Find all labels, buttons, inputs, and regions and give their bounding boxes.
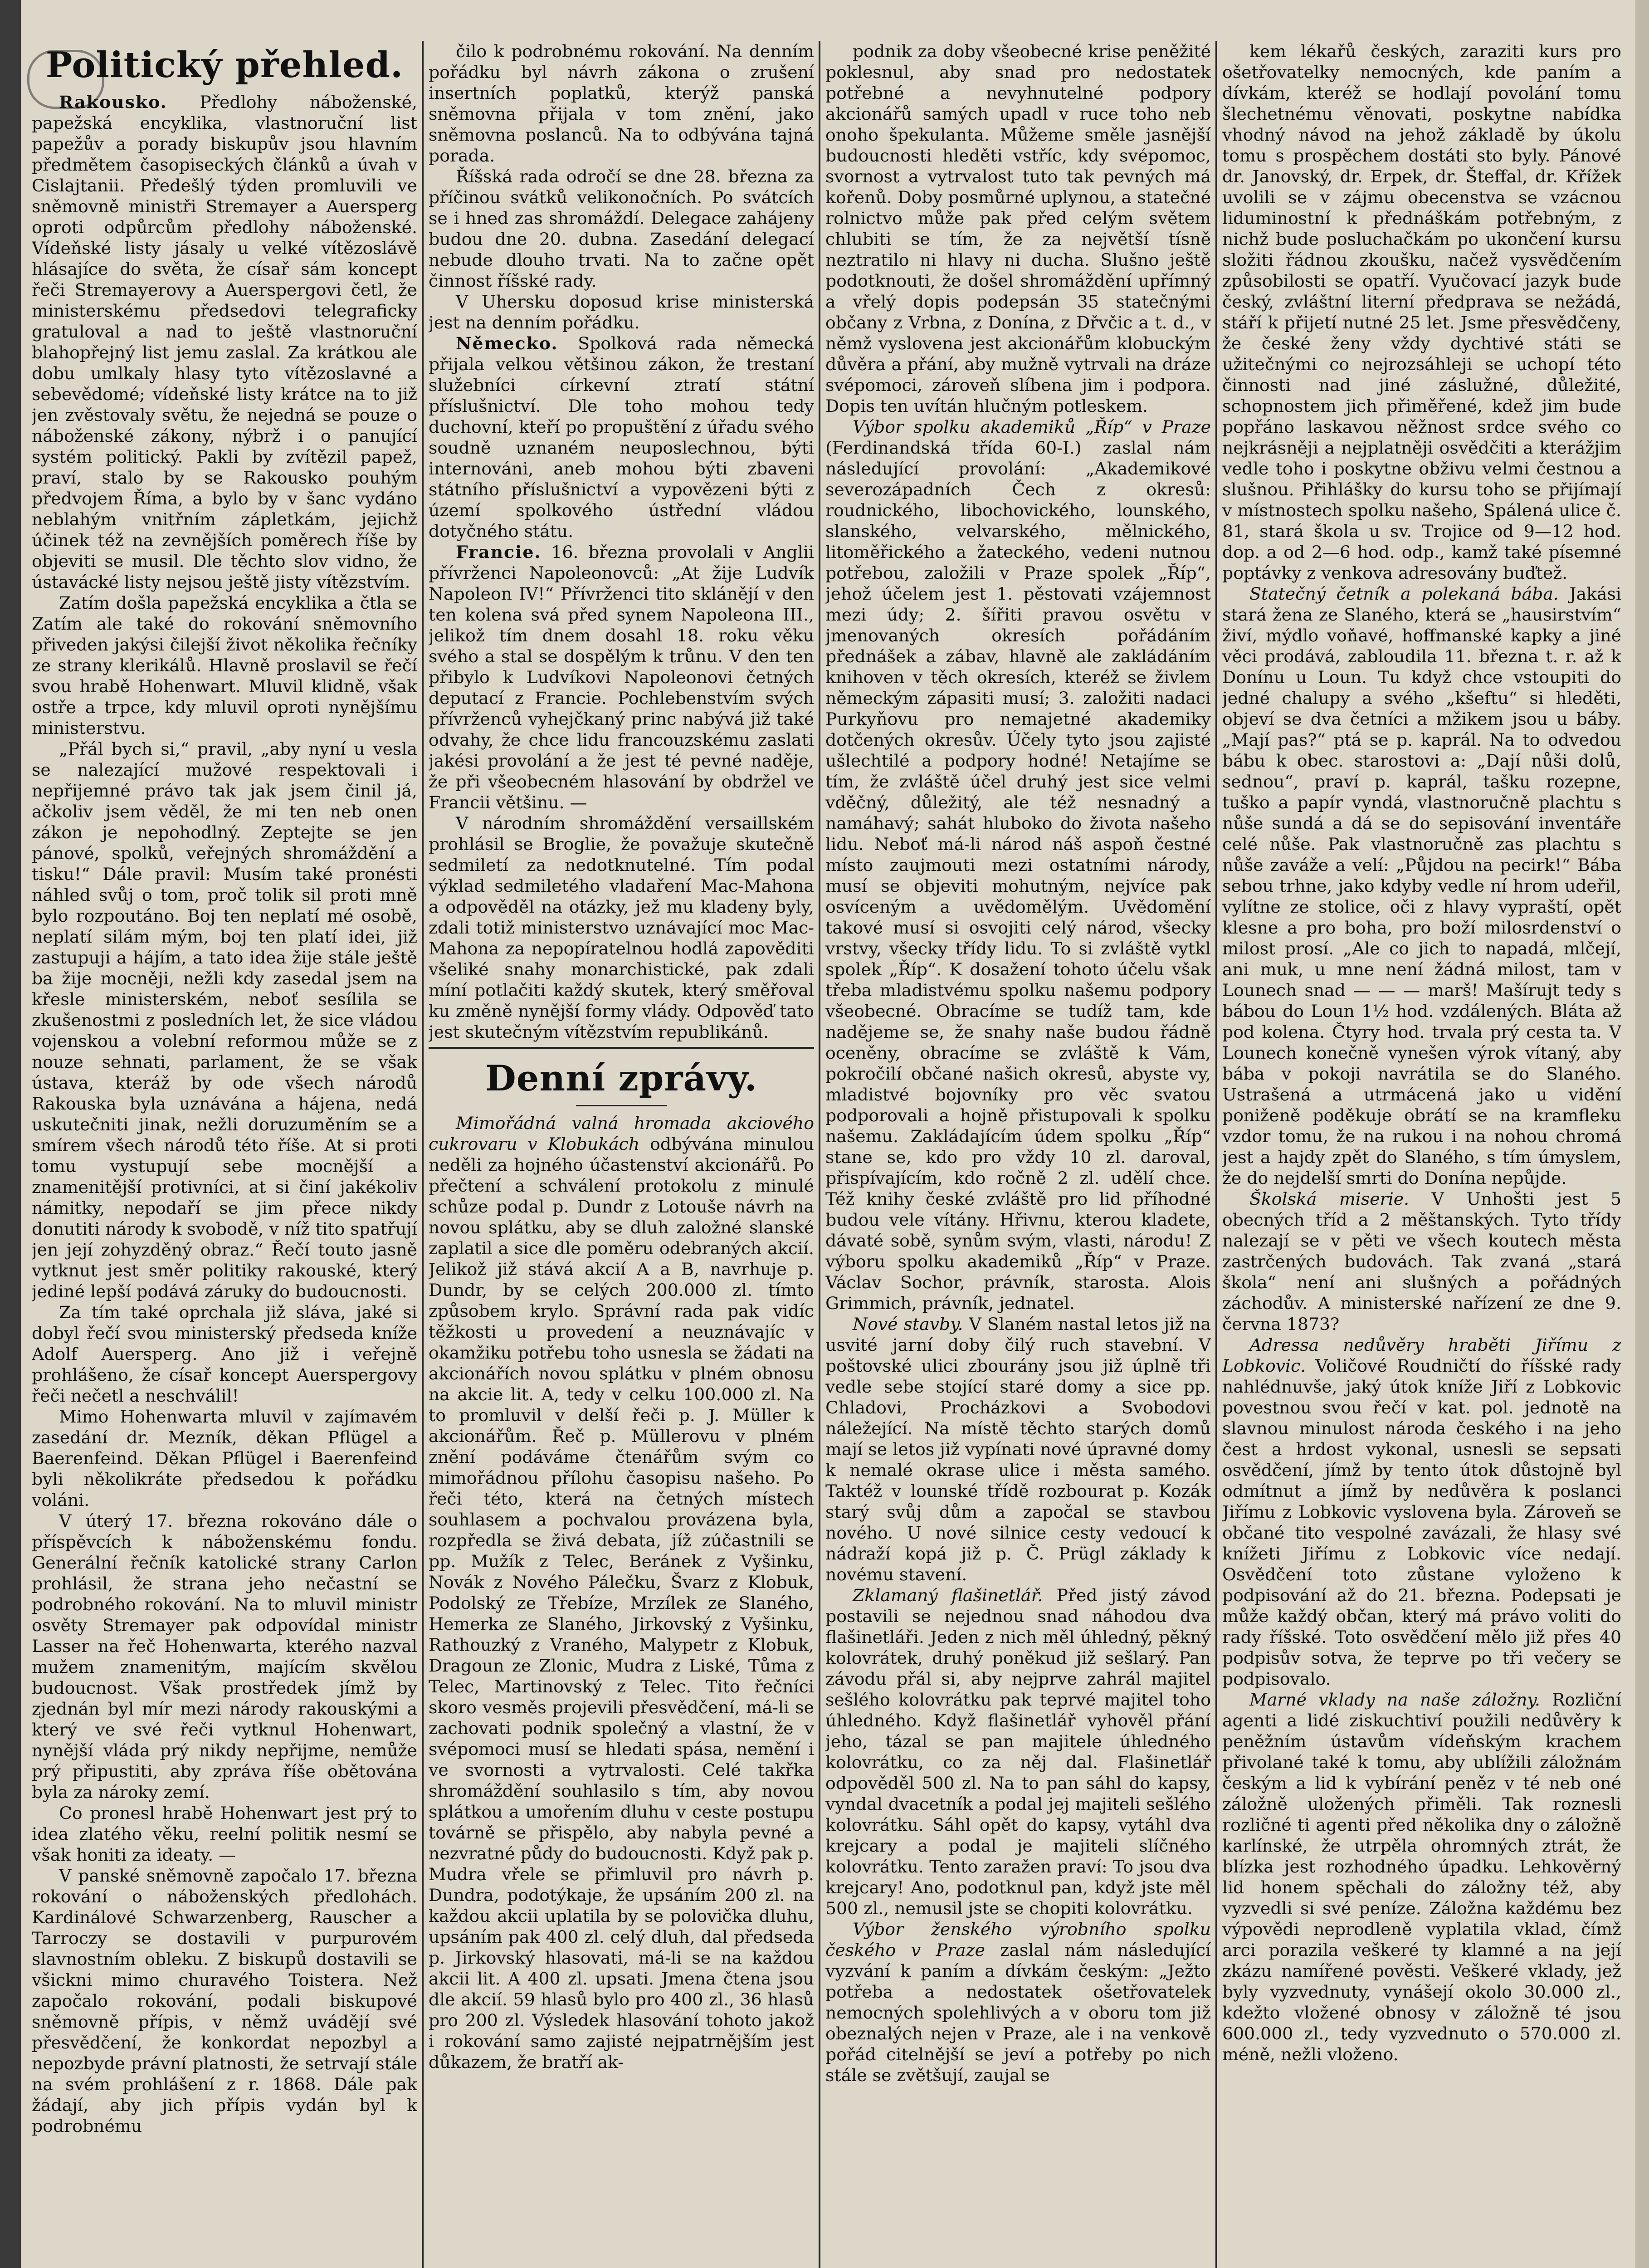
article-paragraph	[32, 738, 417, 1302]
article-text: Před jistý závod postavili se nejednou snad náhodou dva flašinetláři. Jeden z nich měl úhledný, pěkný kolovrátek, druhý poněkud již sešlarý. Pan závodu přál si, aby nejprve zahrál majitel sešlého kolovrátku pak teprvé majitel toho úhledného. Když flašinetlář vyhověl přání jeho, tázal se pan majitele úhledného kolovrátku, co za něj dal. Flašinetlář odpověděl 500 zl. Na to pan sáhl do kapsy, vyndal dvacetník a podal jej majiteli sešlého kolovrátku. Sáhl opět do kapsy, vytáhl dva krejcary a podal je majiteli slíčného kolovrátku. Tento zaražen praví: To jsou dva krejcary! Ano, podotknul pan, když jste měl 500 zl., nemusil jste se chopiti kolovrátku.	[825, 1585, 1211, 1918]
article-text: 16. března provolali v Anglii přívrženci Napoleonovců: „At žije Ludvík Napoleon IV!“ Přívrženci tito sklánějí v den ten kolena svá před synem Napoleona III., jelikož tím dnem dosahl 18. roku věku svého a stal se dospělým k trůnu. V den ten přibylo k Ludvíkovi Napoleonovi četných deputací z Francie. Pochlebenstvím svých přívrženců vyhejčkaný princ nabývá již také odvahy, že chce lidu francouzskému zaslati jakési provolání a že jest té pevné naděje, že při všeobecném hlasování by obdržel ve Francii většinu. —	[429, 542, 814, 812]
column-3	[825, 41, 1211, 2268]
article-lead: Adressa nedůvěry hraběti Jiřímu z Lobkovic.	[1222, 1335, 1621, 1376]
article-text: zaslal nám následující vyzvání k paním a dívkám českým: „Ježto potřeba a nedostatek ošetřovatelek nemocných spolehlivých a v oboru tom již obeznalých nejen v Praze, ale i na venkově pořád citelnější se jeví a potřeby po nich stále se zvětšují, zaujal se	[825, 1940, 1211, 2085]
article-lead: Německo.	[456, 333, 558, 353]
article-lead: Francie.	[456, 542, 542, 562]
column-2-body-a	[429, 41, 814, 1042]
article-text: podnik za doby všeobecné krise peněžité poklesnul, aby snad pro nedostatek potřebné a nevyhnutelné podpory akcionářů samých upadl v ruce toho neb onoho špekulanta. Můžeme směle jasnější budoucnosti hleděti vstříc, kdy svépomoc, svornost a vytrvalost tuto tak pevných má kořenů. Doby posmůrné uplynou, a statečné rolnictvo může pak před celým světem chlubiti se tím, že za největší tísně neztratilo ni hlavy ni ducha. Slušno ještě podotknouti, že došel shromáždění upřímný a vřelý dopis podepsán 35 statečnými občany z Vrbna, z Donína, z Dřvčic a t. d., v němž vyslovena jest akcionářům klobuckým důvěra a přání, aby mužně vytrvali na dráze svépomoci, zároveň slíbena jim i podpora. Dopis ten uvítán hlučným potleskem.	[825, 41, 1211, 416]
article-text: V Slaném nastal letos již na usvité jarní doby čilý ruch stavební. V poštovské ulici zbourány jsou již úplně tři vedle sebe stojící staré domy a sice pp. Chladovi, Procházkovi a Svobodovi náležející. Na místě těchto starých domů mají se letos již vypínati nové úpravné domy k nemalé okrase ulice i města samého. Taktéž v lounské třídě rozbourat p. Kozák starý svůj dům a započal se stavbou nového. U nové silnice cesty vedoucí k nádraží kopá již p. Č. Prügl základy k novému stavení.	[825, 1314, 1211, 1584]
article-text: Voličové Roudničtí do říšské rady nahlédnuvše, jaký útok kníže Jiří z Lobkovic povestnou svou řečí v kat. pol. jednotě na slavnou minulost národa českého i na jeho čest a hrdost vykonal, usnesli se sepsati osvědčení, jímž by tento útok důstojně byl odmítnut a jímž by nedůvěra k poslanci Jiřímu z Lobkovic vyslovena byla. Zároveň se občané tito vespolné zavázali, že hlasy své knížeti Jiřímu z Lobkovic více nedají. Osvědčení toto zůstane vyloženo k podpisování až do 21. března. Podepsati je může každý občan, který má právo voliti do rady říšské. Toto osvědčení mělo již přes 40 podpisův sotva, že teprve po tři večery se podpisovalo.	[1222, 1356, 1621, 1689]
article-text: V Unhošti jest 5 obecných tříd a 2 měštanských. Tyto třídy nalezají se v pěti ve všech koutech města zastrčených budovách. Tak zvaná „stará škola“ není ani slušných a pořádných záchodův. A ministerské nařízení ze dne 9. června 1873?	[1222, 1189, 1621, 1334]
article-paragraph	[32, 1302, 417, 1406]
article-paragraph	[32, 92, 417, 592]
column-2	[429, 41, 814, 2268]
column-3-body	[825, 41, 1211, 2086]
article-text: Předlohy náboženské, papežská encyklika, vlastnoruční list papežův a porady biskupův jsou hlavním předmětem časopiseckých článků a úvah v Cislajtanii. Předešlý týden promluvili ve sněmovně ministři Stremayer a Auersperg oproti odpůrcům předlohy náboženské. Vídeňské listy jásaly u velké vítězoslávě hlásajíce do světa, že císař sám koncept řeči Stremayerovy a Auerspergovi četl, že ministerskému předsedovi telegraficky gratuloval a nad to ještě vlastnoruční blahopřejný list jemu zaslal. Za krátkou ale dobu umlkaly hlasy tyto vítězoslavné a sebevědomé; vídeňské listy krátce na to již jen zvěstovaly světu, že nejedná se pouze o náboženské zákony, nýbrž i o panující systém politický. Pakli by zvítězil papež, praví, stalo by se Rakousko pouhým předvojem Říma, a bylo by v šanc vydáno neblahým vnitřním zápletkám, jejichž účinek též na zevnějších poměrech říše by objeviti se musil. Dle těchto slov vidno, že ústavácké listy nejsou ještě jisty vítězstvím.	[32, 92, 417, 592]
article-text: V panské sněmovně započalo 17. března rokování o náboženských předlohách. Kardinálové Schwarzenberg, Rauscher a Tarroczy se dostavili v purpurovém slavnostním obleku. Z biskupů dostavili se všickni mimo churavého Toistera. Než započalo rokování, podali biskupové sněmovně přípis, v němž uvádějí své přesvědčení, že konkordat nepozbyl a nepozbyde právní platnosti, že setrvají stále na svém prohlášení z r. 1868. Dále pak žádají, aby jich přípis vydán byl k podrobnému	[32, 1866, 417, 2136]
article-paragraph	[429, 1113, 814, 2072]
article-text: čilo k podrobnému rokování. Na denním pořádku byl návrh zákona o zrušení insertních poplatků, kterýž panská sněmovna přijala v tom znění, jako sněmovna poslanců. Na to odbývána tajná porada.	[429, 41, 814, 166]
article-text: Spolková rada německá přijala velkou většinou zákon, že trestaní služebníci církevní ztratí státní příslušnictví. Dle toho mohou tedy duchovní, kteří po propuštění z úřadu svého soudně uznaném neuposlechnou, býti internováni, aneb mohou býti zbaveni státního příslušnictví a vypovězeni býti z území spolkového ústřední vládou dotyčného státu.	[429, 333, 814, 541]
article-lead: Výbor spolku akademiků „Říp“ v Praze	[853, 417, 1211, 437]
article-paragraph	[32, 1406, 417, 1510]
article-paragraph	[32, 1510, 417, 1803]
article-text: Co pronesl hrabě Hohenwart jest prý to idea zlatého věku, reelní politik nesmí se však honiti za ideaty. —	[32, 1803, 417, 1865]
section-divider	[429, 1047, 814, 1049]
article-lead: Zklamaný flašinetlář.	[853, 1585, 1043, 1605]
article-text: Rozliční agenti a lidé ziskuchtiví použili nedůvěry k peněžním ústavům vídeňským krachem přivolané také k tomu, aby ublížili záložnám českým a lid k vybírání peněz v té neb oné záložně uložených přiměli. Tak roznesli rozličné ti agenti před několika dny o záložně karlínské, že utrpěla ohromných ztrát, že blízka jest rozhodného úpadku. Lehkověrný lid honem spěchali do záložny též, aby vyzvedli si své peníze. Záložna každému bez výpovědi neprodleně vyplatila vklad, čímž arci porazila veškeré ty klamné a na její zkázu namířené pověsti. Veškeré vklady, jež byly vyzvednuty, vynášejí okolo 30.000 zl., kdežto vložené obnosy v záložně té jsou 600.000 zl., tedy vyzvednuto o 570.000 zl. méně, nežli vloženo.	[1222, 1690, 1621, 2064]
article-text: odbývána minulou neděli za hojného účastenství akcionářů. Po přečtení a schválení protokolu z minulé schůze podal p. Dundr z Lotouše návrh na novou splátku, aby se dluh založné slanské zaplatil a sice dle poměru odebraných akcií. Jelikož již stává akcií A a B, navrhuje p. Dundr, by se celých 200.000 zl. tímto způsobem krylo. Správní rada pak vidíc těžkosti u provedení a neuznávajíc v okamžiku potřebu toho usnesla se žádati na akcionářích novou splátku v plném obnosu na akcie lit. A, tedy v celku 100.000 zl. Na to promluvil v delší řeči p. J. Müller k akcionářům. Řeč p. Müllerovu v plném znění podáváme čtenářům svým co mimořádnou přílohu časopisu našeho. Po řeči této, která na četných místech souhlasem a pochvalou provázena byla, rozpředla se živá debata, jíž zúčastnili se pp. Mužík z Telec, Beránek z Vyšinku, Novák z Nového Pálečku, Švarz z Klobuk, Podolský ze Třebíze, Mrzílek ze Slaného, Hemerka ze Slaného, Jirkovský z Vyšinku, Rathouzký z Vraného, Malypetr z Klobuk, Dragoun ze Zlonic, Mudra z Liské, Tůma z Telec, Martinovský z Telec. Tito řečníci skoro vesměs projevili přesvědčení, má-li se zachovati podnik společný a vlastní, že v svépomoci musí se hledati spása, nemění i ve svornosti a vytrvalosti. Celé takřka shromáždění souhlasilo s tím, aby novou splátkou a umořením dluhu v ceste postupu továrně se přispělo, aby nabyla pevné a nezvratné půdy do budoucnosti. Když pak p. Mudra vřele se přimluvil pro návrh p. Dundra, podotýkaje, že upsáním 200 zl. na každou akcii uplatila by se polovička dluhu, upsáním pak 400 zl. celý dluh, dal předseda p. Jirkovský hlasovati, má-li se na každou akcii lit. A 400 zl. upsati. Jmena čtena jsou dle akcií. 59 hlasů bylo pro 400 zl., 36 hlasů pro 200 zl. Výsledek hlasování tohoto jakož i rokování samo zajisté nejpatrnějším jest důkazem, že bratří ak-	[429, 1134, 814, 2072]
article-paragraph	[429, 813, 814, 1042]
article-paragraph	[1222, 41, 1621, 583]
article-text: V úterý 17. března rokováno dále o příspěvcích k náboženskému fondu. Generální řečník katolické strany Carlon prohlásil, že strana jeho nečastní se podrobného rokování. Na to mluvil ministr osvěty Stremayer pak odpovídal ministr Lasser na řeč Hohenwarta, kterého nazval mužem znamenitým, majícím skvělou budoucnost. Však prostředek jímž by zjednán byl mír mezi národy rakouskými a který ve své řeči vytknul Hohenwart, nynější vláda prý nikdy nepřijme, nemůže prý připustiti, aby zpráva říše obětována byla za nároky zemí.	[32, 1511, 417, 1802]
column-4	[1222, 41, 1621, 2268]
column-rule	[819, 41, 820, 2268]
section-heading-daily-news: Denní zprávy.	[485, 1058, 757, 1099]
article-paragraph	[1222, 1334, 1621, 1689]
article-paragraph	[429, 333, 814, 542]
article-paragraph	[825, 416, 1211, 1314]
article-paragraph	[429, 166, 814, 291]
heading-underline	[576, 1105, 667, 1106]
column-rule	[422, 41, 424, 2268]
article-paragraph	[32, 592, 417, 738]
article-paragraph	[825, 41, 1211, 416]
article-paragraph	[1222, 583, 1621, 1188]
article-text: V Uhersku doposud krise ministerská jest na denním pořádku.	[429, 292, 814, 332]
article-paragraph	[1222, 1689, 1621, 2065]
article-lead: Mimořádná valná hromada akciového cukrovaru v Klobukách	[429, 1113, 814, 1154]
article-paragraph	[825, 1314, 1211, 1585]
article-lead: Nové stavby.	[853, 1314, 963, 1334]
column-2-body-b	[429, 1113, 814, 2072]
article-lead: Školská miserie.	[1249, 1189, 1410, 1209]
column-1	[32, 41, 417, 2268]
article-paragraph	[429, 291, 814, 333]
article-lead: Výbor ženského výrobního spolku českého v Praze	[825, 1919, 1211, 1960]
article-text: Mimo Hohenwarta mluvil v zajímavém zasedání dr. Mezník, děkan Pflügel a Baerenfeind. Děkan Pflügel i Baerenfeind byli několikráte předsedou k pořádku voláni.	[32, 1407, 417, 1510]
column-4-body	[1222, 41, 1621, 2065]
section-heading-politics: Politický přehled.	[45, 44, 404, 86]
article-text: (Ferdinandská třída 60-I.) zaslal nám následující provolání: „Akademikové severozápadních Čech z okresů: roudnického, libochovického, lounského, slanského, velvarského, mělnického, litoměřického a žateckého, vedeni nutnou potřebou, založili v Praze spolek „Říp“, jehož účelem jest 1. pěstovati vzájemnost mezi údy; 2. šířiti pravou osvětu v jmenovaných okresích pořádáním přednášek a zábav, hlavně ale zakládáním knihoven v těch okresích, kteréž se živlem německým zápasiti musí; 3. založiti nadaci Purkyňovu pro nemajetné akademiky dotčených okresův. Účely tyto jsou zajisté ušlechtilé a podpory hodné! Netajíme se tím, že zvláště účel druhý jest sice velmi vděčný, důležitý, ale též nesnadný a namáhavý; sahát hluboko do života našeho lidu. Neboť má-li národ náš aspoň čestné místo zaujmouti mezi ostatními národy, musí se objeviti mohutným, nejvíce pak osvíceným a uvědomělým. Uvědomění takové musí si osvojiti celý národ, všecky vrstvy, všecky třídy lidu. To si zvláště vytkl spolek „Říp“. K dosažení tohoto účelu však třeba mladistvému spolku našemu podpory všeobecné. Obracíme se tudíž tam, kde nadějeme se, že snahy naše budou řádně oceněny, obracíme se zvláště k Vám, pokročilí občané našich okresů, abyste vy, mladistvé bojovníky pro věc svatou podporovali a hojně přistupovali k spolku našemu. Zakládajícím údem spolku „Říp“ stane se, kdo pro vždy 10 zl. daroval, přispívajícím, kdo ročně 2 zl. udělí chce. Též knihy české zvláště pro lid příhodné budou vele vítány. Hřivnu, kterou kladete, dávaté sobě, synům svým, vlasti, národu! Z výboru spolku akademiků „Říp“ v Praze. Václav Sochor, právník, starosta. Alois Grimmich, právník, jednatel.	[825, 438, 1211, 1313]
article-text: Jakási stará žena ze Slaného, která se „hausirstvím“ živí, mýdlo voňavé, hoffmanské kapky a jiné věci prodává, zabloudila 11. března t. r. až k Donínu u Loun. Tu když chce vstoupiti do jedné chalupy a svého „kšeftu“ si hleděti, objeví se dva četníci a mžikem jsou u báby. „Mají pas?“ ptá se p. kaprál. Na to odvedou bábu k obec. starostovi a: „Dají nůši dolů, sednou“, praví p. kaprál, tašku rozepne, tuško a papír vyndá, vlastnoručně plachtu s nůše sundá a dá se do sepisování inventáře celé nůše. Pak vlastnoručně zas plachtu s nůše zaváže a velí: „Půjdou na pecirk!“ Bába sebou trhne, jako kdyby vedle ní hrom udeřil, vylítne ze stolice, oči z hlavy vypraští, opět klesne a pro boha, pro boží milosrdenství o milost prosí. „Ale co jich to napadá, mlčejí, ani muk, u mne není žádná milost, tam v Lounech snad — — — marš! Mašírujt tedy s bábou do Loun 1½ hod. vzdálených. Bláta až pod kolena. Čtyry hod. trvala prý cesta ta. V Lounech konečně vynešen výrok vítaný, aby bába v pokoji navrátila se do Slaného. Ustrašená a utrmácená jako u vidění poniženě poděkuje obrátí se na kramfleku vzdor tomu, že na rukou i na nohou chromá jest a hajdy zpět do Slaného, s tím úmyslem, že do nejdelší smrti do Donína nepůjde.	[1222, 584, 1621, 1188]
article-paragraph	[825, 1585, 1211, 1919]
page-right-edge	[1635, 0, 1649, 2268]
article-paragraph	[32, 1865, 417, 2136]
article-text: Za tím také oprchala již sláva, jaké si dobyl řečí svou ministerský předseda kníže Adolf Auersperg. Ano již i veřejně prohlášeno, že císař koncept Auerspergovy řeči nečetl a neschválil!	[32, 1302, 417, 1406]
article-lead: Marné vklady na naše záložny.	[1249, 1690, 1540, 1710]
column-rule	[1215, 41, 1217, 2268]
article-text: Zatím došla papežská encyklika a čtla se Zatím ale také do rokování sněmovního přiveden jakýsi čilejší život několika řečníky ze strany klerikálů. Hlavně proslavil se řečí svou hrabě Hohenwart. Mluvil klidně, však ostře a trpce, kdy mluvil oproti nynějšímu ministerstvu.	[32, 593, 417, 738]
article-paragraph	[1222, 1188, 1621, 1334]
article-text: „Přál bych si,“ pravil, „aby nyní u vesla se nalezající mužové respektovali i nepřijemné právo tak jak jsem činil já, ačkoliv jsem věděl, že mi ten neb onen zákon je nepohodlný. Zeptejte se jen pánové, spolků, veřejných shromáždění a tisku!“ Dále pravil: Musím také pronésti náhled svůj o tom, proč tolik sil proti mně bylo rozpoutáno. Boj ten neplatí mé osobě, neplatí silám mým, boj ten platí idei, již zastupuji a hájím, a tato idea žije stále ještě ba žije mocněji, nežli kdy zasedal jsem na křesle ministerském, neboť sesílila se zkušenostmi z posledních let, že sice vládou vojenskou a volební reformou může se z nouze sehnati, parlament, že se však ústava, kteráž by ode všech národů Rakouska byla uznávána a hájena, nedá uskutečniti jinak, nežli doruzuměním se a smírem všech národů této říše. At si proti tomu vystupují sebe mocnější a znamenitější protivníci, at si činí jakékoliv námitky, nepodaří se jim přece nikdy donutiti národy k svobodě, v níž tito spatřují jen její zohyzděný obraz.“ Řečí touto jasně vytknut jest směr politiky rakouské, který jediné lepší podává záruky do budoucnosti.	[32, 739, 417, 1301]
page-left-edge	[0, 0, 21, 2268]
article-text: V národním shromáždění versaillském prohlásil se Broglie, že považuje skutečně sedmiletí za nedotknutelné. Tím podal výklad sedmiletého vladaření Mac-Mahona a odpověděl na otázky, jež mu kladeny byly, zdali totiž ministerstvo uznávající moc Mac-Mahona za nepopíratelnou hodlá zapověditi všeliké snahy monarchistické, pak zdali míní potlačiti každý skutek, který směřoval ku změně nynější formy vlády. Odpověď tato jest skutečným vítězstvím republikánů.	[429, 813, 814, 1042]
article-paragraph	[429, 41, 814, 166]
column-1-body	[32, 92, 417, 2136]
article-paragraph	[429, 542, 814, 813]
article-lead: Rakousko.	[59, 92, 167, 112]
article-text: kem lékařů českých, zaraziti kurs pro ošetřovatelky nemocných, kde paním a dívkám, kteréž se hodlají povolání tomu šlechetnému věnovati, poskytne nabídka vhodný návod na jehož základě by úkolu tomu s prospěchem dostáti sto byly. Pánové dr. Janovský, dr. Erpek, dr. Šteffal, dr. Křížek uvolili se v zájmu obecenstva se vzácnou liduminostní k přednáškám potřebným, z nichž bude posluchačkám po ukončení kursu složiti řádnou zkoušku, načež vysvědčením způsobilosti se opatří. Vyučovací jazyk bude český, zvláštní literní předprava se nežádá, stáří k přijetí nutné 25 let. Jsme přesvědčeny, že české ženy vždy dychtivé státi se užitečnými co nejrozsáhleji se uchopí této činnosti nad jiné záslužné, důležité, schopnostem jich přiměřené, kdež jim bude popřáno laskavou něžnost srdce svého co nejkrásněji a nejplatněji osvědčiti a kterážjim vedle toho i poskytne obživu velmi čestnou a slušnou. Přihlášky do kursu toho se přijímají v místnostech spolku našeho, Spálená ulice č. 81, stará škola u sv. Trojice od 9—12 hod. dop. a od 2—6 hod. odp., kamž také písemné poptávky z venkova adresovány buďtež.	[1222, 41, 1621, 583]
article-paragraph	[825, 1919, 1211, 2086]
article-lead: Statečný četník a polekaná bába.	[1249, 584, 1559, 604]
article-text: Říšská rada odročí se dne 28. března za příčinou svátků velikonočních. Po svátcích se i hned zas shromáždí. Delegace zahájeny budou dne 20. dubna. Zasedání delegací nebude dlouho trvati. Na to začne opět činnost říšské rady.	[429, 166, 814, 291]
article-paragraph	[32, 1803, 417, 1865]
